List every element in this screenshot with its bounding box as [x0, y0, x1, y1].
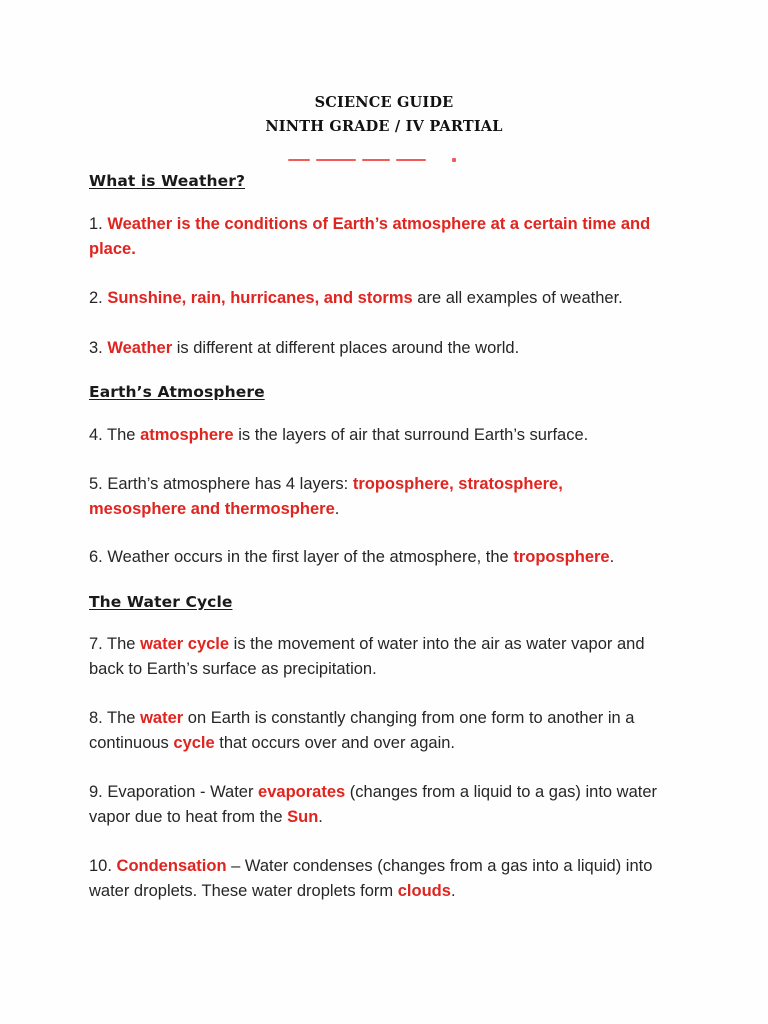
- section-heading-atmosphere: Earth’s Atmosphere: [89, 383, 265, 401]
- list-item-9: 9. Evaporation - Water evaporates (changes from a liquid to a gas) into water vapor due to heat from the Sun.: [89, 783, 658, 826]
- red-scan-smudge: [284, 158, 474, 163]
- highlight-term: Condensation: [116, 857, 227, 875]
- highlight-term: atmosphere: [140, 426, 234, 444]
- highlight-term: troposphere: [513, 548, 610, 566]
- highlight-term: cycle: [173, 734, 215, 752]
- document-title: SCIENCE GUIDE: [314, 94, 454, 111]
- highlight-term: water cycle: [140, 635, 230, 653]
- highlight-term: water: [140, 709, 184, 727]
- section-heading-water-cycle: The Water Cycle: [89, 593, 233, 611]
- list-item-5: 5. Earth’s atmosphere has 4 layers: troposphere, stratosphere, mesosphere and thermosphere.: [89, 475, 563, 518]
- highlight-term: Weather: [107, 339, 173, 357]
- highlight-term: Sunshine, rain, hurricanes, and storms: [107, 289, 413, 307]
- section-heading-weather: What is Weather?: [89, 172, 246, 190]
- list-item-8: 8. The water on Earth is constantly changing from one form to another in a continuous cycle that occurs over and over again.: [89, 709, 635, 752]
- highlight-term: troposphere, stratosphere, mesosphere and thermosphere: [89, 475, 563, 518]
- list-item-4: 4. The atmosphere is the layers of air that surround Earth’s surface.: [89, 426, 589, 444]
- list-item-2: 2. Sunshine, rain, hurricanes, and storms are all examples of weather.: [89, 289, 623, 307]
- highlight-term: Sun: [287, 808, 319, 826]
- list-item-10: 10. Condensation – Water condenses (changes from a gas into a liquid) into water droplets. These water droplets form clouds.: [89, 857, 653, 900]
- highlight-term: evaporates: [258, 783, 346, 801]
- list-item-6: 6. Weather occurs in the first layer of the atmosphere, the troposphere.: [89, 548, 615, 566]
- highlight-term: clouds: [397, 882, 451, 900]
- list-item-1: 1. Weather is the conditions of Earth’s atmosphere at a certain time and place.: [89, 215, 651, 258]
- list-item-3: 3. Weather is different at different places around the world.: [89, 339, 520, 357]
- list-item-7: 7. The water cycle is the movement of water into the air as water vapor and back to Earth’s surface as precipitation.: [89, 635, 645, 678]
- highlight-term: Weather is the conditions of Earth’s atmosphere at a certain time and place.: [89, 215, 651, 258]
- document-subtitle: NINTH GRADE / IV PARTIAL: [265, 118, 503, 135]
